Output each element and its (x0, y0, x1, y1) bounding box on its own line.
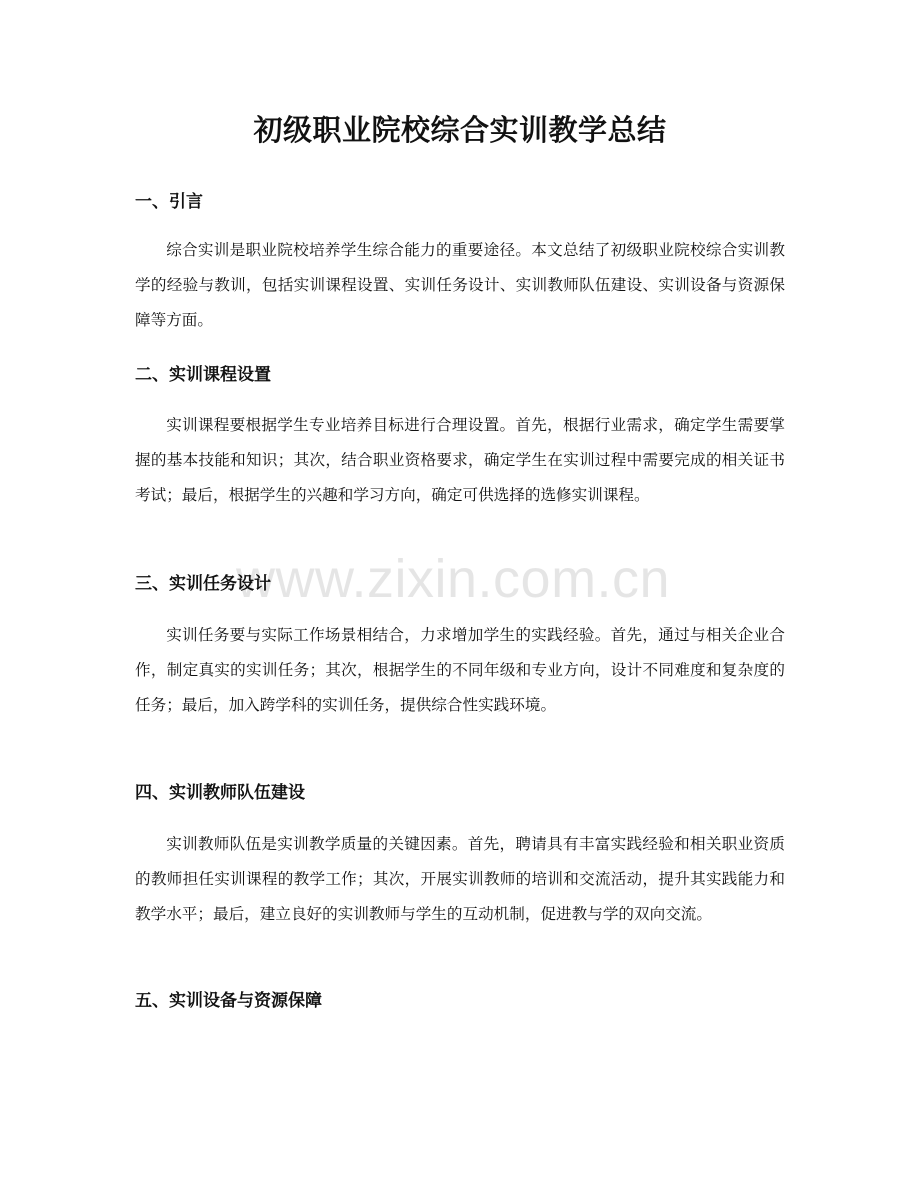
section-heading-introduction: 一、引言 (135, 192, 203, 212)
section-heading-curriculum: 二、实训课程设置 (135, 365, 271, 385)
section-heading-equipment: 五、实训设备与资源保障 (135, 991, 322, 1011)
section-heading-teacher-team: 四、实训教师队伍建设 (135, 783, 305, 803)
section-paragraph-curriculum: 实训课程要根据学生专业培养目标进行合理设置。首先，根据行业需求，确定学生需要掌握的基本技能和知识；其次，结合职业资格要求，确定学生在实训过程中需要完成的相关证书考试；最后，根据学生的兴趣和学习方向，确定可供选择的选修实训课程。 (135, 416, 785, 504)
section-paragraph-task-design: 实训任务要与实际工作场景相结合，力求增加学生的实践经验。首先，通过与相关企业合作，制定真实的实训任务；其次，根据学生的不同年级和专业方向，设计不同难度和复杂度的任务；最后，加入跨学科的实训任务，提供综合性实践环境。 (135, 626, 785, 714)
section-heading-task-design: 三、实训任务设计 (135, 574, 271, 594)
section-paragraph-introduction: 综合实训是职业院校培养学生综合能力的重要途径。本文总结了初级职业院校综合实训教学的经验与教训，包括实训课程设置、实训任务设计、实训教师队伍建设、实训设备与资源保障等方面。 (135, 241, 785, 329)
section-paragraph-teacher-team: 实训教师队伍是实训教学质量的关键因素。首先，聘请具有丰富实践经验和相关职业资质的教师担任实训课程的教学工作；其次，开展实训教师的培训和交流活动，提升其实践能力和教学水平；最后，建立良好的实训教师与学生的互动机制，促进教与学的双向交流。 (135, 835, 785, 923)
document-title: 初级职业院校综合实训教学总结 (253, 113, 667, 147)
watermark-text: www.zixin.com.cn (236, 549, 671, 609)
